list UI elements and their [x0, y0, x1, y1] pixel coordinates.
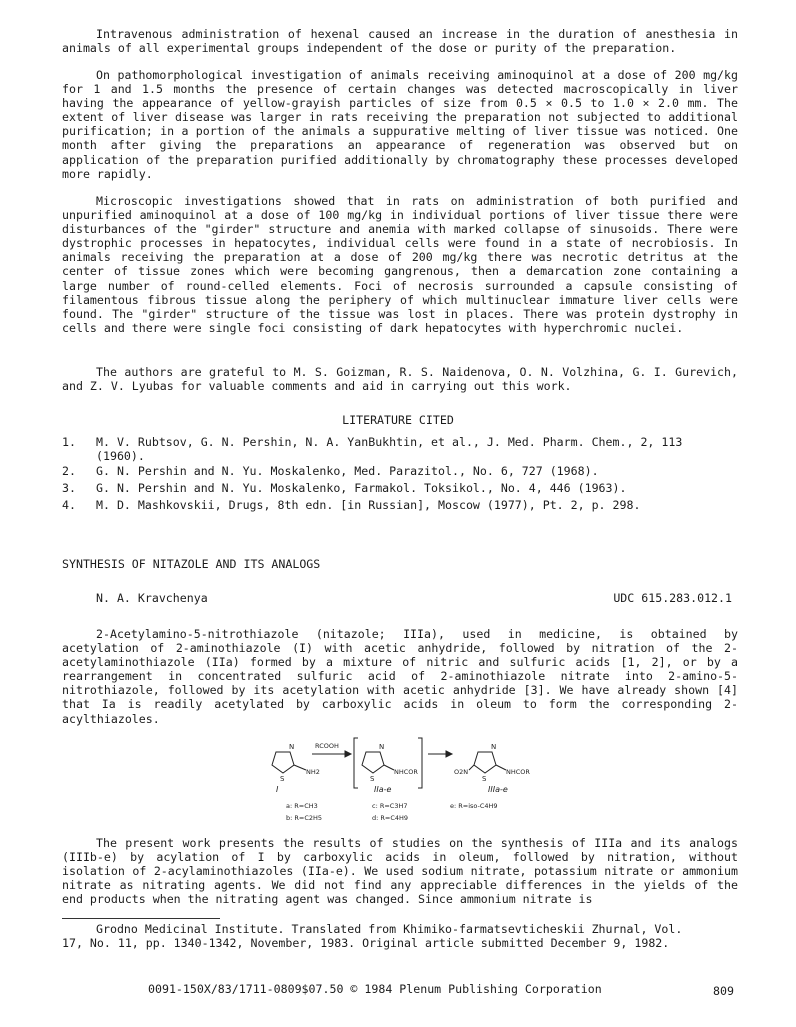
thiazole-compound-III [469, 752, 506, 773]
atom-s-II: S [370, 775, 375, 783]
literature-heading: LITERATURE CITED [342, 413, 454, 427]
reaction-arrow-2 [428, 751, 452, 757]
acylamino-group-III: NHCOR [506, 768, 530, 776]
footnote [62, 922, 742, 950]
page-number: 809 [713, 984, 734, 998]
paragraph-acknowledgment: The authors are grateful to M. S. Goizman, R. S. Naidenova, O. N. Volzhina, G. I. Gurevich, and Z. V. Lyubas for valuable comments and aid in carrying out this work. [62, 365, 738, 394]
reference-number: 1. [62, 435, 76, 449]
footnote-line-2: 17, No. 11, pp. 1340-1342, November, 1983. Original article submitted December 9, 1982. [62, 936, 670, 950]
reference-number: 2. [62, 464, 76, 478]
reagent-label: RCOOH [315, 742, 339, 750]
paragraph-microscopic: Microscopic investigations showed that in rats on administration of both purified and unpurified aminoquinol at a dose of 100 mg/kg in individual portions of liver tissue there were disturbances of the "girder" structure and anemia with marked collapse of sinusoids. There were dystrophic processes in hepatocytes, individual cells were found in a state of necrobiosis. In animals receiving the preparation at a dose of 200 mg/kg there was necrotic detritus at the center of tissue zones which were becoming gangrenous, then a demarcation zone containing a large number of round-celled elements. Foci of necrosis surrounded a capsule consisting of filamentous fibrous tissue along the periphery of which multinuclear immature liver cells were found. The "girder" structure of the tissue was lost in places. There was protein dystrophy in cells and there were single foci consisting of dark hepatocytes with hyperchromic nuclei. [62, 194, 738, 335]
nitro-group: O2N [454, 768, 469, 776]
r-group-e: e: R=iso-C4H9 [450, 802, 498, 810]
article-title: SYNTHESIS OF NITAZOLE AND ITS ANALOGS [62, 557, 321, 571]
atom-n-III: N [491, 743, 497, 751]
reaction-scheme [0, 732, 796, 832]
reference-text: M. V. Rubtsov, G. N. Pershin, N. A. YanBukhtin, et al., J. Med. Pharm. Chem., 2, 113 (1960). [96, 435, 683, 464]
reference-text: M. D. Mashkovskii, Drugs, 8th edn. [in Russian], Moscow (1977), Pt. 2, p. 298. [96, 498, 641, 512]
r-group-b: b: R=C2H5 [286, 814, 323, 822]
reference-text: G. N. Pershin and N. Yu. Moskalenko, Med. Parazitol., No. 6, 727 (1968). [96, 464, 599, 478]
article-author: N. A. Kravchenya [96, 591, 208, 605]
article-intro: 2-Acetylamino-5-nitrothiazole (nitazole; IIIa), used in medicine, is obtained by acetylation of 2-aminothiazole (I) with acetic anhydride, followed by nitration of the 2-acetylaminothiazole (IIa) formed by a mixture of nitric and sulfuric acids [1, 2], or by a rearrangement in concentrated sulfuric acid of 2-aminothiazole nitrate into 2-amino-5-nitrothiazole, followed by its acetylation with acetic anhydride [3]. We have already shown [4] that Ia is readily acetylated by carboxylic acids in oleum to form the corresponding 2-acylthiazoles. [62, 627, 738, 726]
atom-n-II: N [379, 743, 385, 751]
reference-text: G. N. Pershin and N. Yu. Moskalenko, Farmakol. Toksikol., No. 4, 446 (1963). [96, 481, 627, 495]
atom-s-I: S [280, 775, 285, 783]
thiazole-compound-I [272, 752, 306, 773]
r-group-d: d: R=C4H9 [372, 814, 409, 822]
reference-number: 4. [62, 498, 76, 512]
article-body: The present work presents the results of studies on the synthesis of IIIa and its analogs (IIIb-e) by acylation of I by carboxylic acids in oleum, followed by nitration, without isolation of 2-acylaminothiazoles (IIa-e). We used sodium nitrate, potassium nitrate or ammonium nitrate as nitrating agents. We did not find any appreciable differences in the yields of the end products when the nitrating agent was changed. Since ammonium nitrate is [62, 836, 738, 907]
thiazole-compound-II [362, 752, 394, 773]
atom-s-III: S [482, 775, 487, 783]
r-group-c: c: R=C3H7 [372, 802, 408, 810]
compound-label-III: IIIa-e [488, 785, 508, 794]
compound-label-II: IIa-e [374, 785, 392, 794]
bracket-right [418, 738, 422, 788]
reaction-arrow-1 [312, 751, 351, 757]
paragraph-hexenal: Intravenous administration of hexenal caused an increase in the duration of anesthesia in animals of all experimental groups independent of the dose or purity of the preparation. [62, 27, 738, 56]
bracket-left [354, 738, 358, 788]
paragraph-pathomorphology: On pathomorphological investigation of animals receiving aminoquinol at a dose of 200 mg/kg for 1 and 1.5 months the presence of certain changes was detected macroscopically in liver having the appearance of yellow-grayish particles of size from 0.5 × 0.5 to 1.0 × 2.0 mm. The extent of liver disease was larger in rats receiving the preparation not subjected to additional purification; in a portion of the animals a suppurative melting of liver tissue was noticed. One month after giving the preparations an appearance of regeneration was observed but on application of the preparation purified additionally by chromatography these processes developed more rapidly. [62, 68, 738, 181]
acylamino-group-II: NHCOR [394, 768, 418, 776]
copyright-line: 0091-150X/83/1711-0809$07.50 © 1984 Plenum Publishing Corporation [148, 982, 602, 996]
udc-code: UDC 615.283.012.1 [613, 591, 732, 605]
r-group-a: a: R=CH3 [286, 802, 318, 810]
footnote-line-1: Grodno Medicinal Institute. Translated from Khimiko-farmatsevticheskii Zhurnal, Vol. [96, 922, 683, 936]
reference-1 [62, 435, 738, 465]
amine-group: NH2 [306, 768, 320, 776]
footnote-rule [62, 918, 220, 919]
reference-number: 3. [62, 481, 76, 495]
compound-label-I: I [276, 785, 279, 794]
atom-n-I: N [289, 743, 295, 751]
